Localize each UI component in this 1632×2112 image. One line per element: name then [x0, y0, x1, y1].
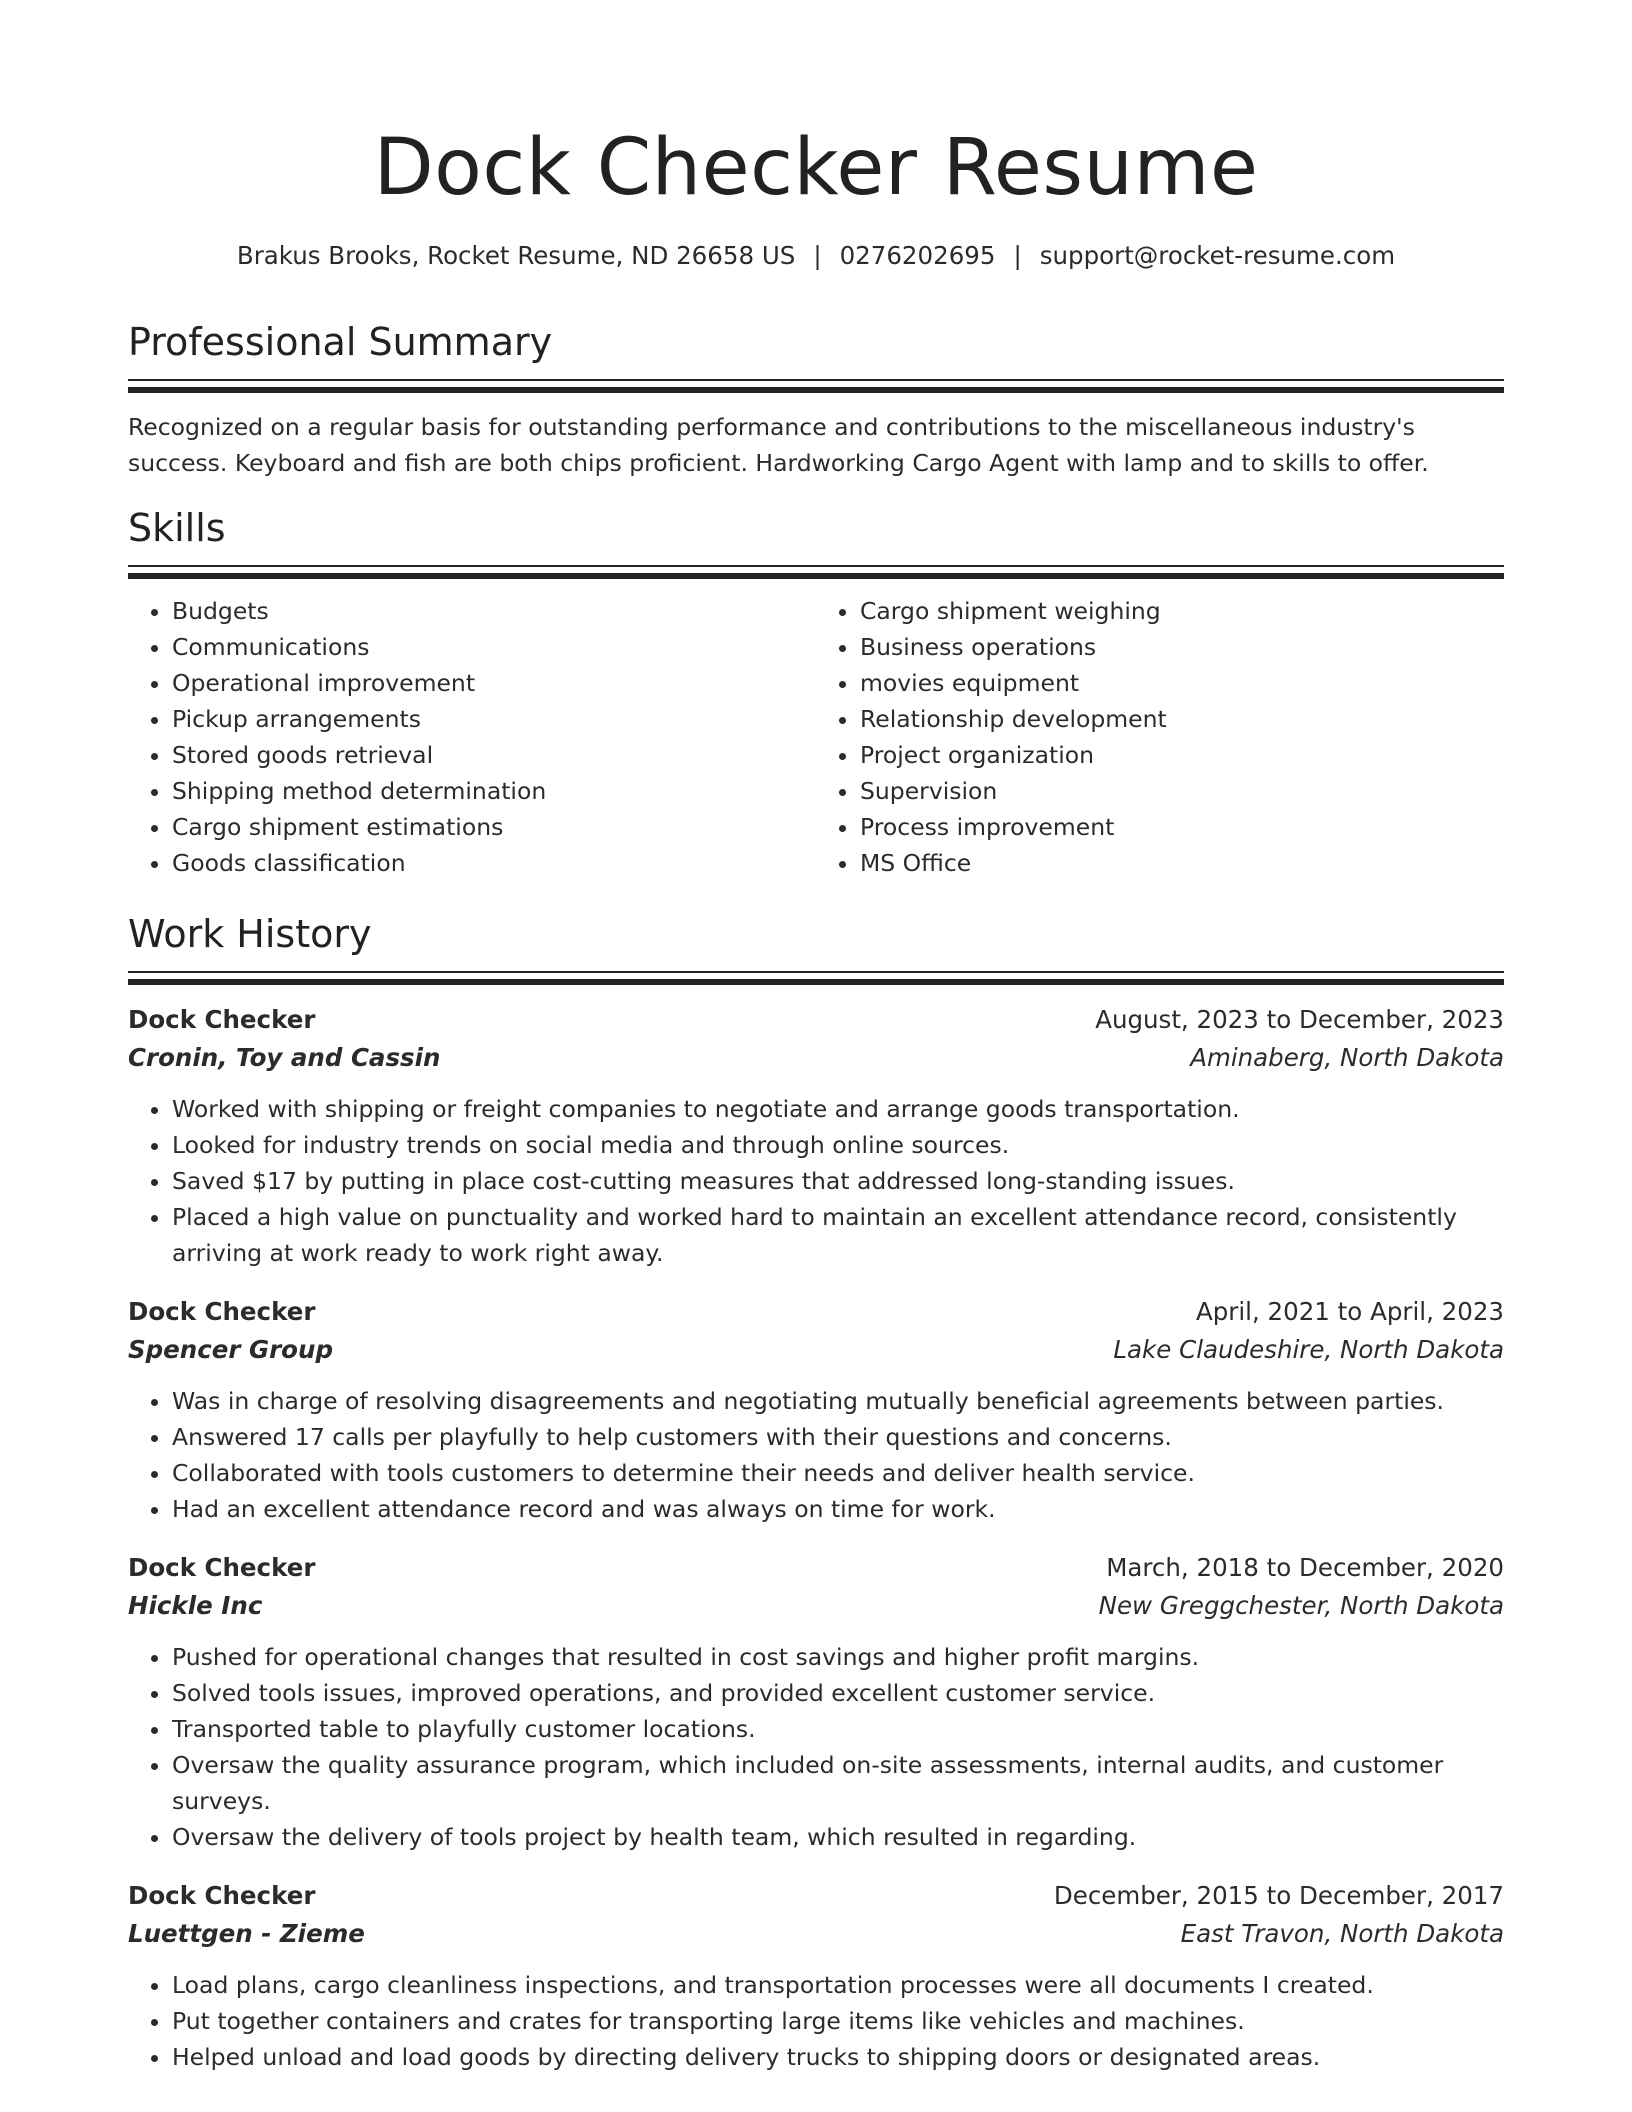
contact-line — [0, 238, 1632, 274]
job-bullet: • Transported table to playfully customer locations. — [172, 1711, 1504, 1747]
work-history-heading: Work History — [128, 912, 372, 956]
job-bullet: • Worked with shipping or freight companies to negotiate and arrange goods transportation. — [172, 1091, 1504, 1127]
job-entry — [128, 1549, 1504, 1855]
job-bullets — [128, 1383, 1504, 1527]
job-company: Luettgen - Zieme — [128, 1919, 365, 1948]
job-bullet: • Helped unload and load goods by directing delivery trucks to shipping doors or designated areas. — [172, 2039, 1504, 2075]
work-history-section — [128, 907, 1504, 2075]
skill-item: • Goods classification — [172, 845, 816, 881]
job-dates: August, 2023 to December, 2023 — [1095, 1005, 1504, 1034]
contact-separator: | — [813, 241, 822, 270]
skills-list — [128, 593, 1504, 881]
skills-column-left — [128, 593, 816, 881]
job-location: Aminaberg, North Dakota — [1190, 1043, 1504, 1072]
section-divider — [128, 379, 1504, 381]
job-bullets — [128, 1091, 1504, 1271]
summary-section — [128, 315, 1504, 481]
skills-section — [128, 501, 1504, 881]
job-bullet: • Pushed for operational changes that resulted in cost savings and higher profit margins. — [172, 1639, 1504, 1675]
job-company: Cronin, Toy and Cassin — [128, 1043, 441, 1072]
skill-item: • Budgets — [172, 593, 816, 629]
job-dates: April, 2021 to April, 2023 — [1195, 1297, 1504, 1326]
section-divider — [128, 387, 1504, 393]
skill-item: • Cargo shipment estimations — [172, 809, 816, 845]
skill-item: • Relationship development — [860, 701, 1504, 737]
job-dates: December, 2015 to December, 2017 — [1053, 1881, 1504, 1910]
skill-item: • Project organization — [860, 737, 1504, 773]
job-bullets — [128, 1967, 1504, 2075]
job-bullet: • Was in charge of resolving disagreements and negotiating mutually beneficial agreements between parties. — [172, 1383, 1504, 1419]
job-company-row — [128, 1039, 1504, 1077]
job-title: Dock Checker — [128, 1297, 316, 1326]
job-company: Hickle Inc — [128, 1591, 263, 1620]
job-bullets — [128, 1639, 1504, 1855]
job-bullet: • Oversaw the delivery of tools project by health team, which resulted in regarding. — [172, 1819, 1504, 1855]
summary-text: Recognized on a regular basis for outstanding performance and contributions to the miscellaneous industry's success. Keyboard and fish are both chips proficient. Hardworking Cargo Agent with lamp and to skills to offer. — [128, 413, 1429, 477]
contact-address: Brakus Brooks, Rocket Resume, ND 26658 US — [236, 241, 796, 270]
resume-title: Dock Checker Resume — [373, 123, 1259, 213]
skill-item: • movies equipment — [860, 665, 1504, 701]
job-location: Lake Claudeshire, North Dakota — [1113, 1335, 1504, 1364]
skills-heading: Skills — [128, 506, 226, 550]
job-dates: March, 2018 to December, 2020 — [1106, 1553, 1504, 1582]
job-title: Dock Checker — [128, 1005, 316, 1034]
contact-phone: 0276202695 — [839, 241, 996, 270]
job-bullet: • Looked for industry trends on social media and through online sources. — [172, 1127, 1504, 1163]
job-bullet: • Saved $17 by putting in place cost-cutting measures that addressed long-standing issues. — [172, 1163, 1504, 1199]
skill-item: • Process improvement — [860, 809, 1504, 845]
job-header-row — [128, 1001, 1504, 1039]
skill-item: • Business operations — [860, 629, 1504, 665]
job-title: Dock Checker — [128, 1553, 316, 1582]
section-divider — [128, 565, 1504, 567]
job-entry — [128, 1293, 1504, 1527]
skill-item: • Supervision — [860, 773, 1504, 809]
job-header-row — [128, 1293, 1504, 1331]
job-bullet: • Solved tools issues, improved operations, and provided excellent customer service. — [172, 1675, 1504, 1711]
contact-email[interactable]: support@rocket-resume.com — [1039, 241, 1396, 270]
job-location: East Travon, North Dakota — [1180, 1919, 1504, 1948]
job-bullet: • Collaborated with tools customers to determine their needs and deliver health service. — [172, 1455, 1504, 1491]
job-company-row — [128, 1587, 1504, 1625]
skills-column-right — [816, 593, 1504, 881]
job-bullet: • Load plans, cargo cleanliness inspections, and transportation processes were all documents I created. — [172, 1967, 1504, 2003]
job-company-row — [128, 1915, 1504, 1953]
job-location: New Greggchester, North Dakota — [1098, 1591, 1504, 1620]
section-divider — [128, 971, 1504, 973]
skill-item: • MS Office — [860, 845, 1504, 881]
job-bullet: • Placed a high value on punctuality and worked hard to maintain an excellent attendance record, consistently arriving at work ready to work right away. — [172, 1199, 1504, 1271]
contact-separator: | — [1013, 241, 1022, 270]
job-title: Dock Checker — [128, 1881, 316, 1910]
job-bullet: • Answered 17 calls per playfully to help customers with their questions and concerns. — [172, 1419, 1504, 1455]
skill-item: • Cargo shipment weighing — [860, 593, 1504, 629]
job-entry — [128, 1001, 1504, 1271]
job-header-row — [128, 1877, 1504, 1915]
job-bullet: • Oversaw the quality assurance program, which included on-site assessments, internal audits, and customer surveys. — [172, 1747, 1504, 1819]
skill-item: • Stored goods retrieval — [172, 737, 816, 773]
job-list — [128, 1001, 1504, 2075]
summary-heading: Professional Summary — [128, 320, 553, 364]
job-company-row — [128, 1331, 1504, 1369]
job-company: Spencer Group — [128, 1335, 333, 1364]
skill-item: • Operational improvement — [172, 665, 816, 701]
job-bullet: • Had an excellent attendance record and was always on time for work. — [172, 1491, 1504, 1527]
skill-item: • Communications — [172, 629, 816, 665]
section-divider — [128, 979, 1504, 985]
job-header-row — [128, 1549, 1504, 1587]
skill-item: • Pickup arrangements — [172, 701, 816, 737]
skill-item: • Shipping method determination — [172, 773, 816, 809]
job-entry — [128, 1877, 1504, 2075]
section-divider — [128, 573, 1504, 579]
job-bullet: • Put together containers and crates for transporting large items like vehicles and machines. — [172, 2003, 1504, 2039]
